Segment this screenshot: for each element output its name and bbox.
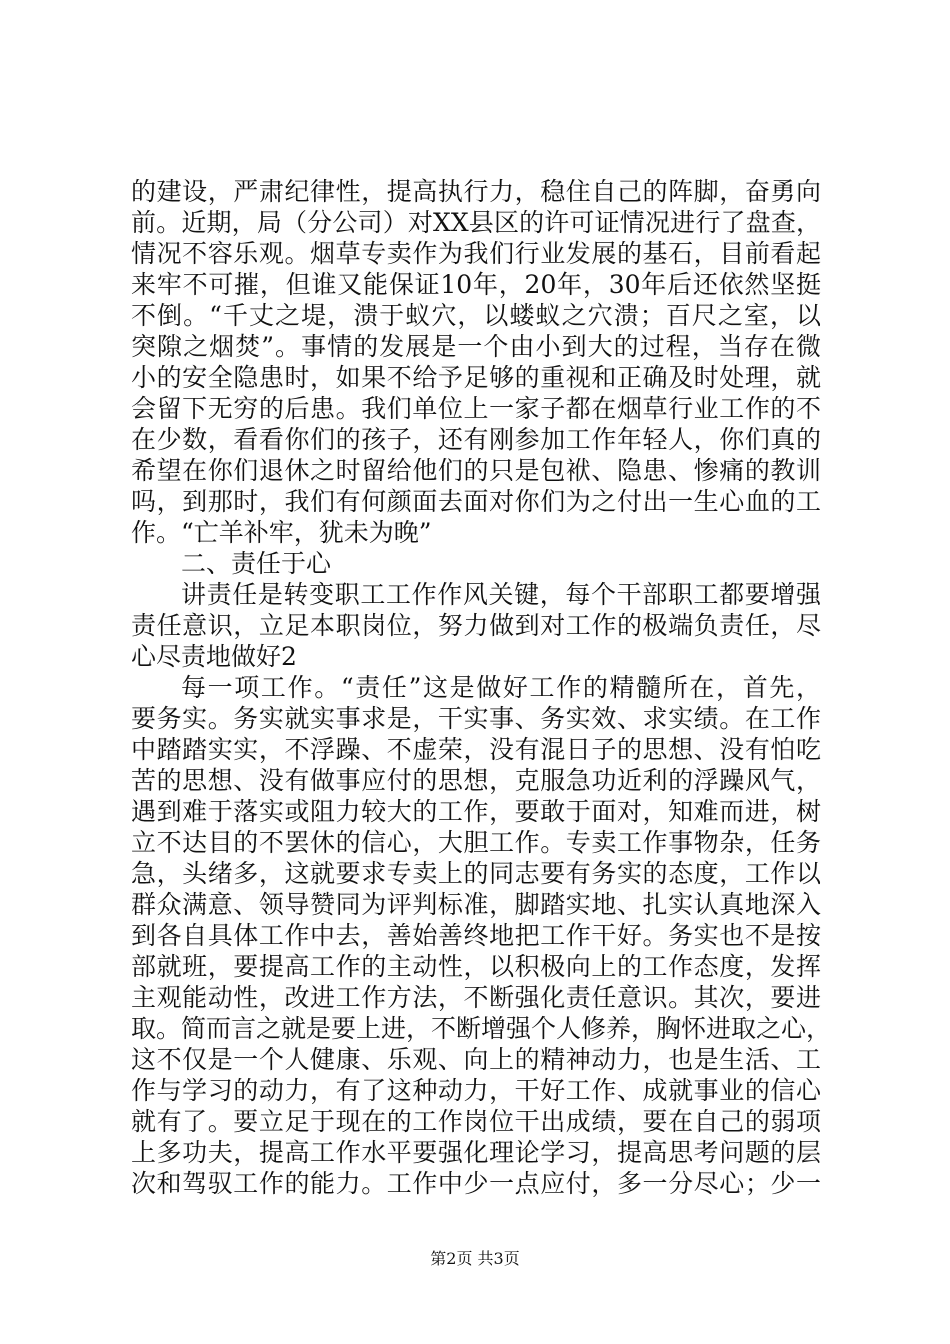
- text-line: 次和驾驭工作的能力。工作中少一点应付，多一分尽心；少一: [131, 1169, 821, 1198]
- page-footer: 第2页 共3页: [430, 1249, 520, 1268]
- text-line: 要务实。务实就实事求是，干实事、务实效、求实绩。在工作: [131, 704, 821, 733]
- text-line: 吗，到那时，我们有何颜面去面对你们为之付出一生心血的工: [131, 487, 821, 516]
- text-line: 就有了。要立足于现在的工作岗位干出成绩，要在自己的弱项: [131, 1107, 821, 1136]
- text-line: 部就班，要提高工作的主动性，以积极向上的工作态度，发挥: [131, 952, 821, 981]
- text-line: 心尽责地做好2: [131, 642, 297, 671]
- text-line: 每一项工作。“责任”这是做好工作的精髓所在，首先，: [181, 673, 821, 702]
- text-line: 会留下无穷的后患。我们单位上一家子都在烟草行业工作的不: [131, 394, 821, 423]
- text-line: 上多功夫，提高工作水平要强化理论学习，提高思考问题的层: [131, 1138, 821, 1167]
- text-line: 这不仅是一个人健康、乐观、向上的精神动力，也是生活、工: [131, 1045, 821, 1074]
- text-line: 遇到难于落实或阻力较大的工作，要敢于面对，知难而进，树: [131, 797, 821, 826]
- text-line: 主观能动性，改进工作方法，不断强化责任意识。其次，要进: [131, 983, 821, 1012]
- text-line: 不倒。“千丈之堤，溃于蚁穴，以蝼蚁之穴溃；百尺之室，以: [131, 301, 821, 330]
- text-line: 取。简而言之就是要上进，不断增强个人修养，胸怀进取之心，: [131, 1014, 832, 1043]
- text-line: 来牢不可摧，但谁又能保证10年，20年，30年后还依然坚挺: [131, 270, 821, 299]
- text-line: 二、责任于心: [181, 549, 332, 578]
- text-line: 群众满意、领导赞同为评判标准，脚踏实地、扎实认真地深入: [131, 890, 821, 919]
- text-line: 中踏踏实实，不浮躁、不虚荣，没有混日子的思想、没有怕吃: [131, 735, 821, 764]
- text-line: 希望在你们退休之时留给他们的只是包袱、隐患、惨痛的教训: [131, 456, 821, 485]
- text-line: 作与学习的动力，有了这种动力，干好工作、成就事业的信心: [131, 1076, 821, 1105]
- text-line: 到各自具体工作中去，善始善终地把工作干好。务实也不是按: [131, 921, 821, 950]
- text-line: 前。近期，局（分公司）对XX县区的许可证情况进行了盘查，: [131, 208, 821, 237]
- text-line: 作。“亡羊补牢，犹未为晚”: [131, 518, 432, 547]
- text-line: 讲责任是转变职工工作作风关键，每个干部职工都要增强: [181, 580, 821, 609]
- text-line: 突隙之烟焚”。事情的发展是一个由小到大的过程，当存在微: [131, 332, 821, 361]
- text-line: 在少数，看看你们的孩子，还有刚参加工作年轻人，你们真的: [131, 425, 821, 454]
- document-body: [131, 176, 832, 1199]
- text-line: 苦的思想、没有做事应付的思想，克服急功近利的浮躁风气，: [131, 766, 821, 795]
- text-line: 立不达目的不罢休的信心，大胆工作。专卖工作事物杂，任务: [131, 828, 821, 857]
- text-line: 急，头绪多，这就要求专卖上的同志要有务实的态度，工作以: [131, 859, 821, 888]
- text-line: 情况不容乐观。烟草专卖作为我们行业发展的基石，目前看起: [131, 239, 821, 268]
- text-line: 小的安全隐患时，如果不给予足够的重视和正确及时处理，就: [131, 363, 821, 392]
- text-line: 的建设，严肃纪律性，提高执行力，稳住自己的阵脚，奋勇向: [131, 177, 821, 206]
- text-line: 责任意识，立足本职岗位，努力做到对工作的极端负责任，尽: [131, 611, 821, 640]
